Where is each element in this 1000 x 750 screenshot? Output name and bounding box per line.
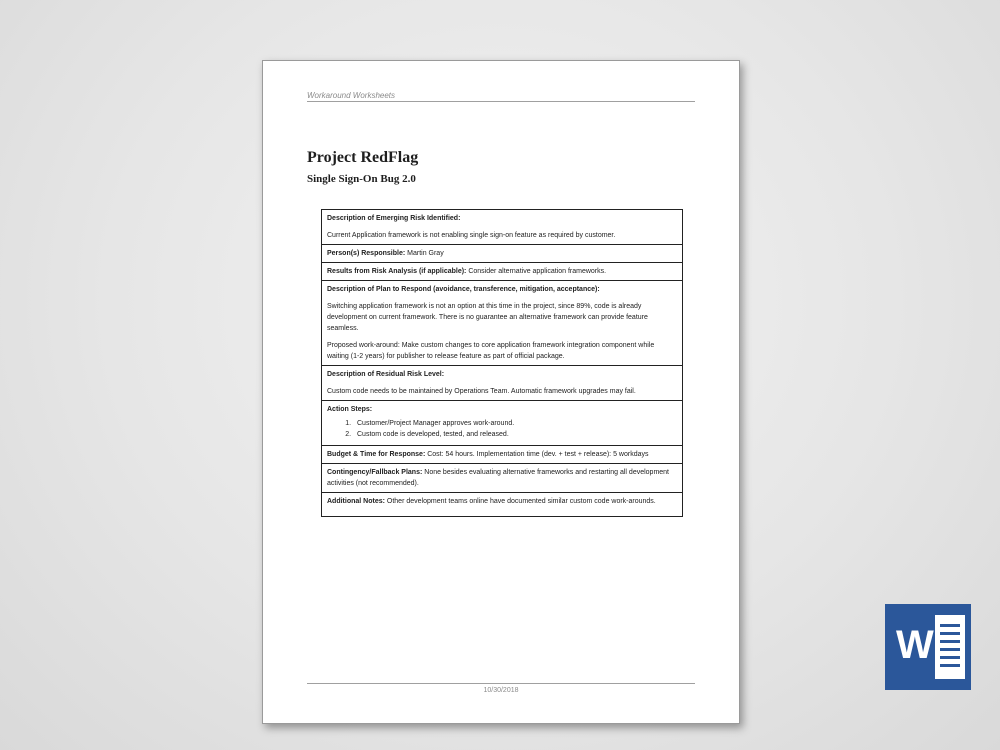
word-letter-icon: W bbox=[896, 623, 934, 667]
response-plan-text-1: Switching application framework is not an option at this time in the project, since 89%, code is already development on current framework. There is no guarantee an alternative framework can provide feature seamless. bbox=[327, 303, 648, 332]
document-subtitle: Single Sign-On Bug 2.0 bbox=[307, 173, 416, 185]
risk-analysis-label: Results from Risk Analysis (if applicable): bbox=[327, 268, 467, 275]
contingency-value: None besides evaluating alternative frameworks and restarting all development activities (not recommended). bbox=[327, 469, 670, 487]
document-page bbox=[262, 60, 740, 724]
risk-worksheet-table bbox=[321, 209, 683, 517]
action-step-item: 1. Customer/Project Manager approves work-around. bbox=[353, 418, 677, 429]
action-steps-label: Action Steps: bbox=[327, 406, 373, 413]
responsible-value: Martin Gray bbox=[405, 250, 444, 257]
page-header: Workaround Worksheets bbox=[307, 91, 695, 102]
responsible-cell bbox=[322, 245, 682, 263]
responsible-label: Person(s) Responsible: bbox=[327, 250, 406, 257]
budget-cell bbox=[322, 446, 682, 464]
risk-description-text: Current Application framework is not enabling single sign-on feature as required by customer. bbox=[327, 232, 616, 239]
residual-risk-label: Description of Residual Risk Level: bbox=[327, 371, 445, 378]
residual-risk-text: Custom code needs to be maintained by Operations Team. Automatic framework upgrades may fail. bbox=[327, 388, 636, 395]
risk-analysis-value: Consider alternative application frameworks. bbox=[466, 268, 607, 275]
risk-description-cell bbox=[322, 210, 682, 245]
word-document-icon bbox=[935, 615, 965, 679]
document-title: Project RedFlag bbox=[307, 149, 419, 166]
response-plan-label: Description of Plan to Respond (avoidance, transference, mitigation, acceptance): bbox=[327, 286, 600, 293]
additional-notes-cell bbox=[322, 493, 682, 516]
risk-analysis-cell bbox=[322, 263, 682, 281]
budget-value: Cost: 54 hours. Implementation time (dev. + test + release): 5 workdays bbox=[425, 451, 649, 458]
residual-risk-cell bbox=[322, 366, 682, 401]
action-step-item: 2. Custom code is developed, tested, and released. bbox=[353, 429, 677, 440]
budget-label: Budget & Time for Response: bbox=[327, 451, 426, 458]
response-plan-cell bbox=[322, 281, 682, 366]
additional-notes-label: Additional Notes: bbox=[327, 498, 385, 505]
risk-description-label: Description of Emerging Risk Identified: bbox=[327, 215, 461, 222]
word-app-icon bbox=[885, 604, 971, 690]
additional-notes-value: Other development teams online have documented similar custom code work-arounds. bbox=[384, 498, 656, 505]
response-plan-text-2: Proposed work-around: Make custom changes to core application framework integration component while waiting (1-2 years) for publisher to release feature as part of official package. bbox=[327, 342, 655, 360]
footer-divider bbox=[307, 683, 695, 684]
action-steps-list bbox=[327, 418, 677, 440]
contingency-cell bbox=[322, 464, 682, 493]
footer-date: 10/30/2018 bbox=[483, 687, 519, 694]
contingency-label: Contingency/Fallback Plans: bbox=[327, 469, 423, 476]
action-steps-cell bbox=[322, 401, 682, 446]
